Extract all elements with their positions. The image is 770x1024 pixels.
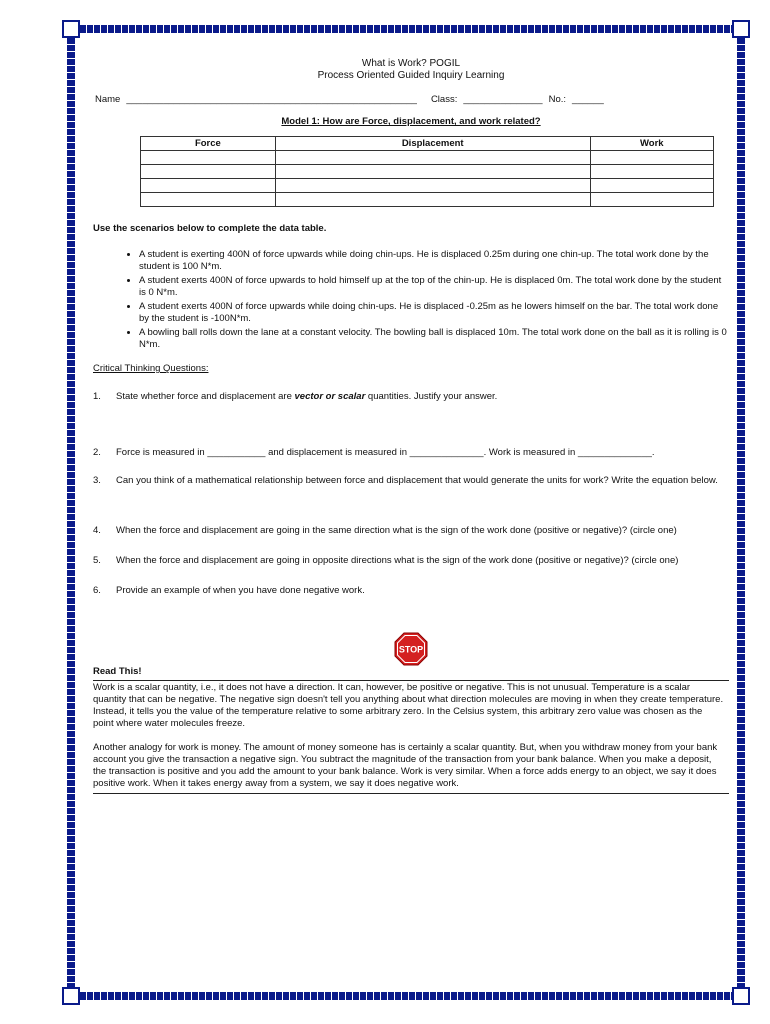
question-2 [93, 447, 729, 459]
question-number: 1. [93, 391, 101, 402]
table-cell[interactable] [590, 165, 713, 179]
question-number: 5. [93, 555, 101, 566]
question-text: When the force and displacement are going in the same direction what is the sign of the work done (positive or negative)? (circle one) [116, 525, 677, 536]
table-cell[interactable] [141, 165, 276, 179]
question-text: Provide an example of when you have done negative work. [116, 585, 365, 596]
table-cell[interactable] [275, 193, 590, 207]
table-cell[interactable] [590, 193, 713, 207]
question-text: State whether force and displacement are vector or scalar quantities. Justify your answer. [116, 391, 498, 402]
list-item: • A student is exerting 400N of force upwards while doing chin-ups. He is displaced 0.25m during one chin-up. The total work done by the student is 100 N*m. [139, 249, 729, 273]
question-text: Force is measured in ___________ and displacement is measured in ______________. Work is measured in ______________. [116, 447, 655, 458]
table-row [141, 179, 714, 193]
border-bottom [73, 992, 739, 1000]
divider [93, 793, 729, 794]
table-cell[interactable] [590, 151, 713, 165]
model-title: Model 1: How are Force, displacement, and work related? [281, 116, 541, 127]
table-row [141, 165, 714, 179]
scenarios-heading: Use the scenarios below to complete the data table. [93, 223, 327, 234]
class-blank[interactable]: _______________ [463, 94, 543, 105]
table-cell[interactable] [590, 179, 713, 193]
student-info-line [93, 94, 729, 106]
page-subtitle: Process Oriented Guided Inquiry Learning [317, 70, 505, 81]
stop-sign-label: STOP [398, 644, 424, 655]
list-item: • A bowling ball rolls down the lane at a constant velocity. The bowling ball is displaced 10m. The total work done on the ball as it is rolling is 0 N*m. [139, 327, 729, 351]
question-number: 2. [93, 447, 101, 458]
question-number: 6. [93, 585, 101, 596]
divider [93, 680, 729, 681]
read-this-heading: Read This! [93, 666, 142, 677]
read-this-paragraph-1: Work is a scalar quantity, i.e., it does not have a direction. It can, however, be positive or negative. This is not unusual. Temperature is a scalar quantity that can be negative. The negative sign doesn't tell you anything about what direction molecules are moving in when they create temperature. Instead, it tells you the value of the temperature relative to some arbitrary zero. In the Celsius system, this arbitrary zero value was chosen as the point where water molecules freeze. [93, 682, 724, 729]
table-cell[interactable] [141, 179, 276, 193]
question-1 [93, 391, 729, 403]
list-item: • A student exerts 400N of force upwards to hold himself up at the top of the chin-up. He is displaced 0m. The total work done by the student is 0 N*m. [139, 275, 729, 299]
table-header-work: Work [590, 137, 713, 151]
class-label: Class: [430, 94, 458, 105]
question-3 [93, 475, 729, 487]
page-title: What is Work? POGIL [361, 58, 461, 69]
name-blank[interactable]: _______________________________________________________ [126, 94, 417, 105]
question-5 [93, 555, 729, 567]
question-6 [93, 585, 729, 597]
table-header-displacement: Displacement [275, 137, 590, 151]
scenario-list [93, 249, 729, 351]
table-cell[interactable] [141, 151, 276, 165]
question-number: 4. [93, 525, 101, 536]
table-cell[interactable] [275, 179, 590, 193]
border-corner [62, 20, 80, 38]
table-cell[interactable] [275, 151, 590, 165]
critical-thinking-heading: Critical Thinking Questions: [93, 363, 209, 374]
border-corner [732, 20, 750, 38]
table-header-force: Force [141, 137, 276, 151]
list-item: • A student exerts 400N of force upwards while doing chin-ups. He is displaced -0.25m as he lowers himself on the bar. The total work done by the student is -100N*m. [139, 301, 729, 325]
question-number: 3. [93, 475, 101, 486]
border-corner [732, 987, 750, 1005]
question-4 [93, 525, 729, 537]
number-label: No.: [548, 94, 567, 105]
number-blank[interactable]: ______ [572, 94, 604, 105]
table-row [141, 193, 714, 207]
question-text: When the force and displacement are going in opposite directions what is the sign of the work done (positive or negative)? (circle one) [116, 555, 679, 566]
border-corner [62, 987, 80, 1005]
border-left [67, 31, 75, 994]
question-text: Can you think of a mathematical relationship between force and displacement that would generate the units for work? Write the equation below. [116, 475, 718, 486]
border-right [737, 31, 745, 994]
table-cell[interactable] [141, 193, 276, 207]
stop-sign-icon [394, 632, 428, 666]
data-table [140, 136, 714, 207]
stop-sign [93, 632, 729, 666]
name-label: Name [95, 94, 121, 105]
read-this-paragraph-2: Another analogy for work is money. The amount of money someone has is certainly a scalar quantity. But, when you withdraw money from your bank account you give the transaction a negative sign. You subtract the magnitude of the transaction from your bank balance. When you make a deposit, the transaction is positive and you add the amount to your bank balance. Work is very similar. When a force adds energy to an object, we say it does positive work. When it takes energy away from a system, we say it does negative work. [93, 742, 718, 789]
table-cell[interactable] [275, 165, 590, 179]
border-top [73, 25, 739, 33]
worksheet [93, 58, 729, 794]
table-row [141, 151, 714, 165]
